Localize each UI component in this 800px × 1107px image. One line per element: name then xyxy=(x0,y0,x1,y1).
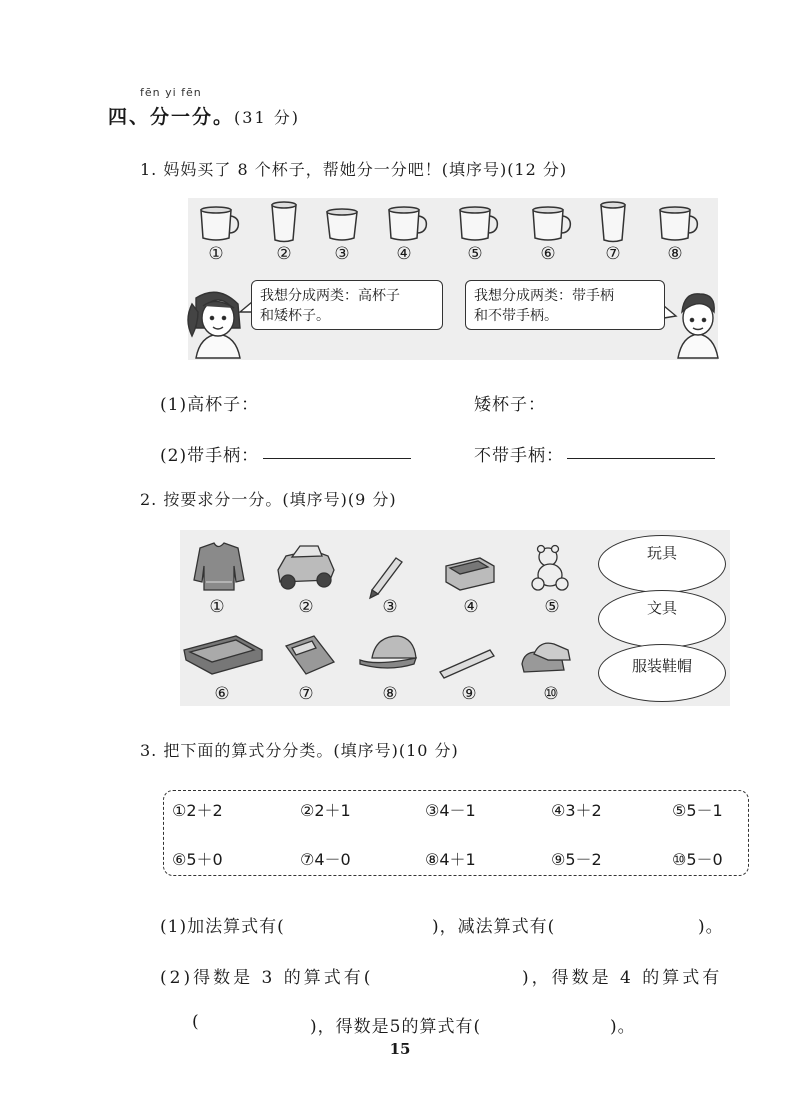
addition-label: (1)加法算式有( xyxy=(160,917,285,937)
oval-clothing[interactable] xyxy=(598,644,726,702)
oval-toys-label: 玩具 xyxy=(646,544,677,562)
girl-bubble-line: 我想分成两类：高杯子 xyxy=(260,288,400,304)
girl-speech-bubble xyxy=(251,280,443,330)
girl-bubble-line: 和矮杯子。 xyxy=(260,308,330,324)
handle-cups-label: (2)带手柄： xyxy=(160,446,260,466)
result3-label: (2)得数是 3 的算式有( xyxy=(160,968,374,988)
cup-label: ② xyxy=(276,244,292,264)
oval-stationery[interactable] xyxy=(598,590,726,648)
section-title xyxy=(108,102,300,129)
expression-item: ①2＋2 xyxy=(172,801,223,820)
expression-item: ④3＋2 xyxy=(551,801,602,820)
item-label: ① xyxy=(209,597,225,617)
q3-prompt: 3. 把下面的算式分分类。(填序号)(10 分) xyxy=(140,741,459,760)
cup-label: ⑤ xyxy=(467,244,483,264)
short-cups-label: 矮杯子： xyxy=(474,395,546,415)
oval-clothing-label: 服装鞋帽 xyxy=(631,657,692,675)
item-label: ⑥ xyxy=(214,684,230,704)
section-pinyin: fēn yi fēn xyxy=(140,86,202,99)
cup-label: ③ xyxy=(334,244,350,264)
page-number: 15 xyxy=(389,1040,411,1058)
line3-open: ( xyxy=(192,1012,200,1032)
oval-stationery-label: 文具 xyxy=(646,599,677,617)
section-score: (31 分) xyxy=(234,108,300,127)
cup-label: ⑧ xyxy=(667,244,683,264)
cup-label: ① xyxy=(208,244,224,264)
cup-label: ④ xyxy=(396,244,412,264)
q1-prompt: 1. 妈妈买了 8 个杯子，帮她分一分吧！(填序号)(12 分) xyxy=(140,160,568,179)
result4-label: )，得数是 4 的算式有 xyxy=(522,968,723,988)
nohandle-answer-line[interactable] xyxy=(567,458,715,459)
expression-item: ⑦4－0 xyxy=(300,850,351,869)
expression-item: ⑧4＋1 xyxy=(425,850,476,869)
expression-item: ②2＋1 xyxy=(300,801,351,820)
tall-cups-label: (1)高杯子： xyxy=(160,395,260,415)
boy-bubble-line: 和不带手柄。 xyxy=(474,308,558,324)
expression-item: ⑩5－0 xyxy=(672,850,723,869)
section-title-text: 四、分一分。 xyxy=(108,106,235,128)
item-label: ⑤ xyxy=(544,597,560,617)
oval-toys[interactable] xyxy=(598,535,726,593)
item-label: ⑩ xyxy=(543,684,559,704)
cups-panel xyxy=(188,198,718,360)
item-label: ② xyxy=(298,597,314,617)
expression-item: ⑨5－2 xyxy=(551,850,602,869)
item-label: ④ xyxy=(463,597,479,617)
nohandle-cups-label: 不带手柄： xyxy=(474,446,564,466)
item-label: ⑧ xyxy=(382,684,398,704)
item-label: ⑦ xyxy=(298,684,314,704)
cup-label: ⑦ xyxy=(605,244,621,264)
boy-speech-bubble xyxy=(465,280,665,330)
expression-item: ⑥5＋0 xyxy=(172,850,223,869)
cup-label: ⑥ xyxy=(540,244,556,264)
handle-answer-line[interactable] xyxy=(263,458,411,459)
subtraction-label: )，减法算式有( xyxy=(432,917,556,937)
line3-end: )。 xyxy=(610,1017,636,1037)
expression-item: ③4－1 xyxy=(425,801,476,820)
line1-end: )。 xyxy=(698,917,724,937)
expression-item: ⑤5－1 xyxy=(672,801,723,820)
result5-label: )，得数是5的算式有( xyxy=(310,1017,482,1037)
item-label: ⑨ xyxy=(461,684,477,704)
item-label: ③ xyxy=(382,597,398,617)
q2-prompt: 2. 按要求分一分。(填序号)(9 分) xyxy=(140,490,397,509)
boy-bubble-line: 我想分成两类：带手柄 xyxy=(474,288,614,304)
